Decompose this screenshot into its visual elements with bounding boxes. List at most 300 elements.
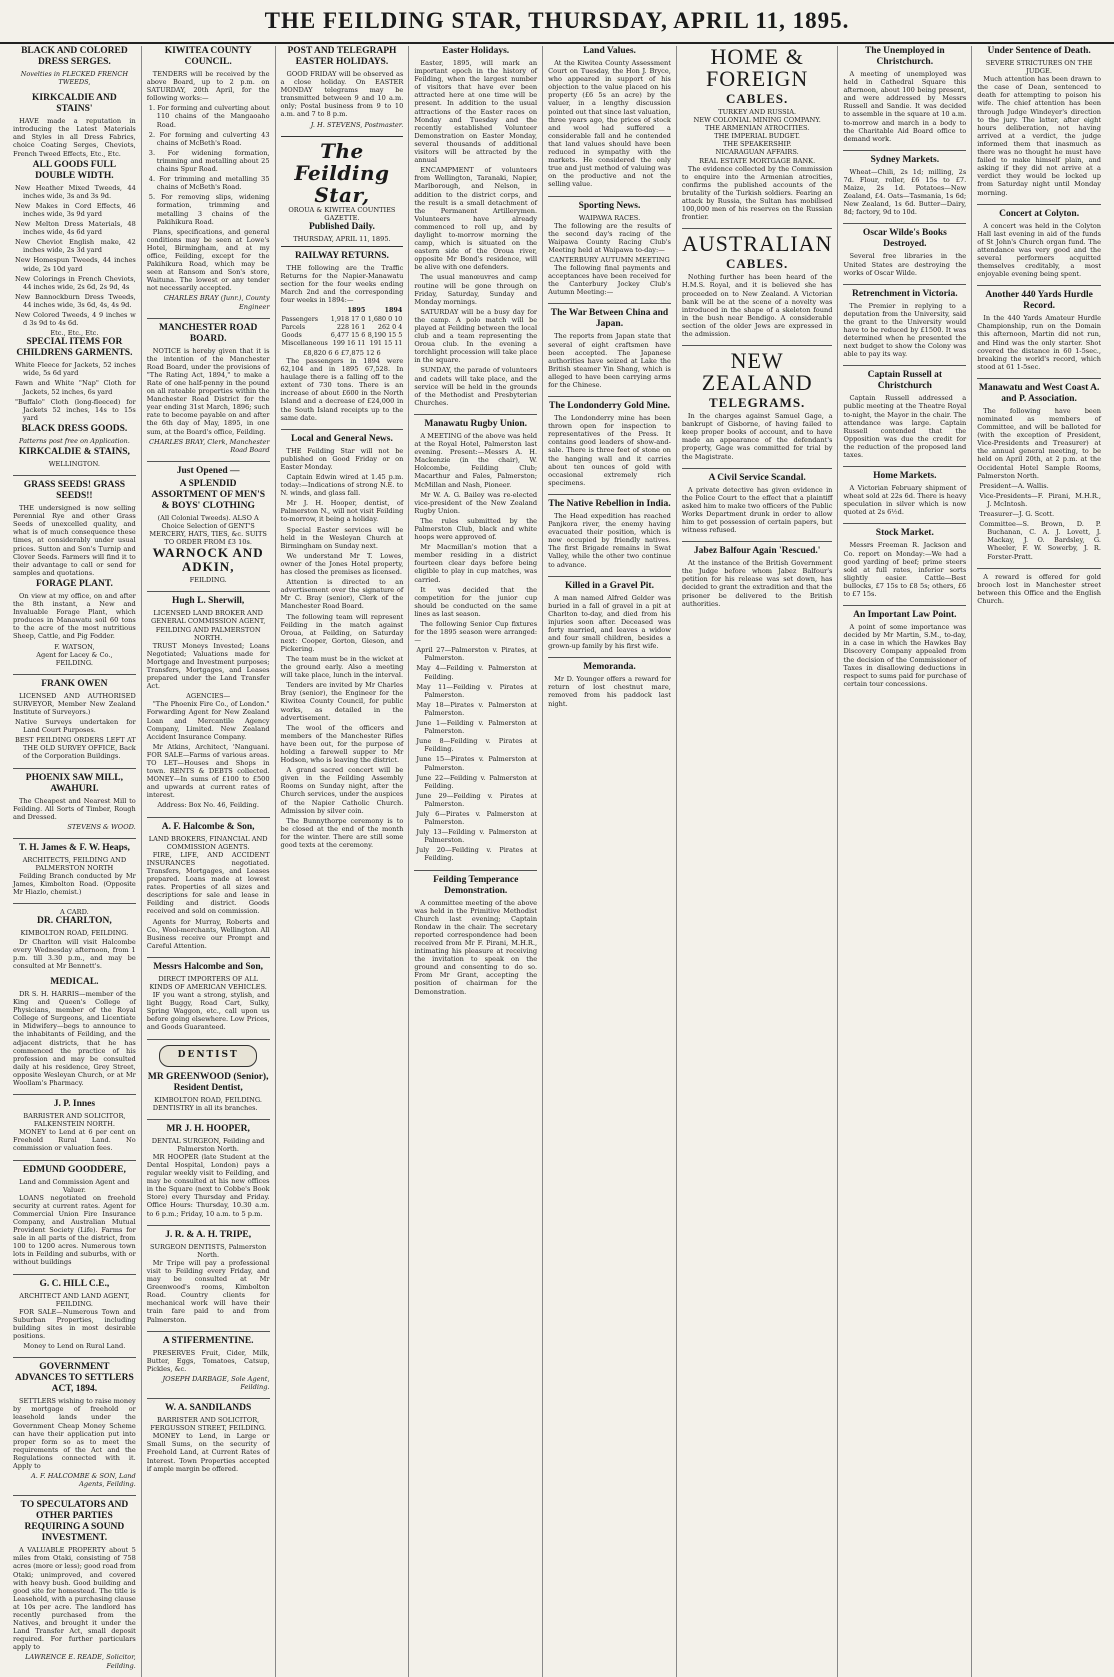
goods-line: New Homespun Tweeds, 44 inches wide, 2s 10d yard (15, 256, 136, 273)
atkins-body: Mr Atkins, Architect, 'Nanguani. FOR SALE—Farms of various areas. TO LET—Houses and Shops in town. RENTS & DEBTS collected. MONEY—In sums of £100 to £500 and upwards at current rates of interest. (146, 742, 270, 800)
fixture: May 11—Feilding v. Pirates at Palmerston. (416, 682, 538, 699)
law-body: A point of some importance was decided by Mr Martin, S.M., to-day, in a case in which the Hawkes Bay Discovery Company appealed from the decision of the Commissioner of Taxes in disallowing deductions in respect to sums paid for purchase of certain tour concessions. (843, 623, 967, 688)
sydney-body: Wheat—Chili, 2s 1d; milling, 2s 7d. Flour, roller, £6 15s to £7. Maize, 2s 1d. Potatoes—New Zealand, £4. Oats—Tasmania, 1s 6d; New Zealand, 1s 6d. Butter—Dairy, 8d; factory, 9d to 10d. (843, 167, 967, 217)
charlton-heading: DR. CHARLTON, (37, 916, 112, 927)
easter-para: The usual manœuvres and camp routine will be gone through on Friday, Saturday, Sunday and Monday mornings. (414, 273, 538, 306)
column-1 (8, 46, 142, 1677)
local-para: The Bunnythorpe ceremony is to be closed at the end of the month for the winter. There are still some good texts at the ceremony. (280, 816, 404, 850)
nz-heading: NEW ZEALAND (701, 348, 813, 396)
war-heading: The War Between China and Japan. (550, 308, 669, 330)
killed-heading: Killed in a Gravel Pit. (565, 580, 654, 591)
hurdle-heading: Another 440 Yards Hurdle Record. (985, 290, 1093, 312)
unemployed-article (843, 46, 966, 143)
column-2 (142, 46, 276, 1677)
local-para: Captain Edwin wired at 1.45 p.m. today:—Indications of strong N.E. to N. winds, and glass fall. (280, 473, 404, 498)
waipawa-heading: WAIPAWA RACES. (578, 213, 641, 222)
goods-line: New Heather Mixed Tweeds, 44 inches wide, 3s and 3s 9d. (15, 183, 136, 200)
manchester-sig: CHARLES BRAY, Clerk, Manchester Road Board (148, 437, 270, 454)
edmund-sub: Land and Commission Agent and Valuer. (19, 1177, 130, 1194)
sherwill-ad (147, 596, 270, 809)
canterbury-body: The following final payments and acceptances have been received for the Canterbury Jockey Club's Autumn Meeting:— (548, 264, 671, 297)
retrenchment-article (843, 289, 966, 359)
nz-body: In the charges against Samuel Gage, a bankrupt of Gisborne, of having failed to keep proper books of account, and to have made an appearance of the defendant's property, Gage was committed for trial by the Magistrate. (681, 412, 833, 461)
scandal-body: A private detective has given evidence in the Police Court to the effect that a plaintiff asked him to make two officers of the Public Works Department drunk in order to allow him to get possession of certain papers, but witness refused. (681, 485, 833, 535)
aus-sub: CABLES. (726, 256, 789, 272)
greenwood-heading: MR GREENWOOD (Senior), Resident Dentist, (147, 1071, 269, 1093)
hurdle-article (977, 290, 1101, 371)
james-sub: ARCHITECTS, FEILDING AND PALMERSTON NORTH (22, 855, 127, 872)
fixture: June 15—Pirates v. Palmerston at Palmerston. (416, 755, 538, 772)
war-body: The reports from Japan state that several of eight craftsmen have been accepted. The Japanese authorities have seized at Lake the British steamer Yin Shang, which is alleged to have been carrying arms for the Chinese. (548, 332, 671, 389)
column-4 (409, 46, 543, 1677)
spec-body: A VALUABLE PROPERTY about 5 miles from Otaki, consisting of 758 acres (more or less); good road from Otaki; unimproved, and covered with heavy bush. Good building and good site for homestead. The title is Leasehold, with a purchasing clause at 10s per acre. The landlord has recently purchased from the Natives, and brought it under the Land Transfer Act, small deposit required. For further particulars apply to (13, 1546, 136, 1652)
local-para: THE Feilding Star will not be published on Good Friday or on Easter Monday. (280, 446, 404, 471)
local-news (281, 434, 404, 849)
land-heading: Land Values. (583, 46, 636, 56)
reward-body: A reward is offered for gold brooch lost in Manchester street between this Office and the English Church. (977, 572, 1101, 605)
halcombe-heading: A. F. Halcombe & Son, (161, 821, 255, 832)
home-topic: TURKEY AND RUSSIA. (718, 108, 797, 116)
owen-ad (13, 679, 136, 761)
stock-market (843, 528, 966, 598)
james-body: Feilding Branch conducted by Mr James, Kimbolton Road. (Opposite Mr Hiazlo, chemist.) (13, 872, 136, 897)
goods-heading: ALL GOODS FULL DOUBLE WIDTH. (32, 159, 117, 181)
special-line: "Buffalo" Cloth (long-fleeced) for Jackets 52 inches, 14s to 15s yard (15, 397, 136, 422)
rail-total: £8,820 6 6 £7,875 12 6 (303, 348, 381, 357)
fixture: July 20—Feilding v. Pirates at Feilding. (416, 846, 538, 863)
fixtures-intro: The following Senior Cup fixtures for the 1895 season were arranged:— (414, 620, 538, 645)
hooper-body: MR HOOPER (late Student at the Dental Hospital, London) pays a regular weekly visit to Feilding, and may be consulted at his new offices in the Square (next to Cobbe's Book Store) every Thursday and Friday. Office Hours: Thursday, 10.30 a.m. to 6 p.m.; Friday, 10 a.m. to 5 p.m. (146, 1152, 270, 1218)
manwest-heading: Manawatu and West Coast A. and P. Association. (978, 382, 1100, 404)
homemkt-heading: Home Markets. (873, 471, 937, 482)
sherwill-body: TRUST Moneys Invested; Loans Negotiated; Valuations made for Mortgage and Investment purposes; Transfers, Mortgages, and Leases prepared under the Land Transfer Act. (146, 641, 270, 691)
gold-mine-article (548, 401, 671, 487)
paper-daily: Published Daily. (308, 221, 375, 232)
watson-place: FEILDING. (55, 658, 93, 667)
spec-heading: TO SPECULATORS AND OTHER PARTIES REQUIRING A SOUND INVESTMENT. (20, 1500, 129, 1544)
hill-sub: ARCHITECT AND LAND AGENT, FEILDING. (19, 1291, 130, 1308)
cell: Miscellaneous (281, 338, 328, 347)
home-topic: NICARAGUAN AFFAIRS. (715, 148, 799, 157)
agencies-heading: AGENCIES— (186, 692, 231, 701)
easter-para: SATURDAY will be a busy day for the camp. A polo match will be played at Feilding between the local club and a team representing the Oroua club. In the evening a torchlight procession will take place in the square. (414, 307, 538, 365)
cell: 1,680 0 10 (367, 314, 403, 323)
sentence-heading: Under Sentence of Death. (987, 46, 1091, 56)
manchester-body: NOTICE is hereby given that it is the intention of the Manchester Road Board, under the provisions of "The Rating Act, 1894," to make a Rate of one half-penny in the pound on all rateable properties within the Manchester Road District for the year ending 31st March, 1896; such rate to become payable on and after the 6th day of May, 1895, in one sum, at the Board's office, Feilding. (146, 346, 270, 436)
atkins-addr: Address: Box No. 46, Feilding. (157, 801, 259, 810)
post-sig: J. H. STEVENS, Postmaster. (310, 120, 404, 129)
memoranda (548, 662, 671, 707)
cell: 1,918 17 0 (330, 314, 366, 323)
council-item: 5. For removing slips, widening formation, trimming and metalling 3 chains of the Pakihikura Road. (148, 193, 270, 226)
oscar-article (843, 228, 966, 276)
manchester-heading: MANCHESTER ROAD BOARD. (158, 322, 258, 344)
railway-returns (281, 251, 404, 422)
sydney-heading: Sydney Markets. (870, 154, 940, 165)
goods-line: New Makes in Cord Effects, 46 inches wide, 3s 9d yard (15, 201, 136, 218)
rail-col-head: 1894 (384, 306, 403, 315)
manawatu-para: It was decided that the competition for the junior cup should be conducted on the same lines as last season. (414, 585, 538, 618)
sandilands-heading: W. A. SANDILANDS (165, 1403, 252, 1414)
cell: Passengers (281, 314, 319, 323)
kirkcaldie-sig: KIRKCALDIE & STAINS, (18, 447, 130, 457)
fixture: July 6—Pirates v. Palmerston at Palmerston. (416, 809, 538, 827)
table-row (281, 315, 404, 323)
dress-serges-heading: BLACK AND COLORED DRESS SERGES. (21, 46, 128, 67)
ferment-heading: A STIFERMENTINE. (162, 1335, 254, 1346)
speculators-ad (13, 1500, 136, 1669)
rebellion-article (548, 499, 671, 569)
home-sub: CABLES. (726, 91, 789, 106)
council-body: TENDERS will be received by the above Board, up to 2 p.m. on SATURDAY, 20th April, for the following works:— (146, 70, 270, 103)
home-topic: THE IMPERIAL BUDGET. (714, 132, 801, 141)
rebel-body: The Head expedition has reached Panjkora river, the enemy having evacuated their position, which is now occupied by friendly natives. The first Brigade remains in Swat Valley, while the other two continue to advance. (548, 511, 671, 569)
hurdle-body: In the 440 Yards Amateur Hurdle Championship, run on the Domain this afternoon, Martin did not run, and Hind was the only starter. Shot covered the distance in 60 1-5sec., breaking the world's record, which stood at 61 1-5sec. (977, 314, 1101, 371)
opened-heading: Just Opened — (176, 465, 240, 476)
column-5 (543, 46, 677, 1677)
special-heading: SPECIAL ITEMS FOR CHILDRENS GARMENTS. (16, 337, 133, 359)
table-row (281, 323, 404, 331)
kirkcaldie-heading: KIRKCALDIE AND STAINS' (32, 93, 117, 115)
greenwood-sub: KIMBOLTON ROAD, FEILDING. (154, 1095, 262, 1104)
james-heading: T. H. James & F. W. Heaps, (18, 842, 130, 853)
cell: 191 15 11 (369, 338, 403, 347)
spec-sig: LAWRENCE E. READE, Solicitor, Feilding. (25, 1653, 136, 1670)
tripe-heading: J. R. & A. H. TRIPE, (165, 1229, 252, 1240)
law-heading: An Important Law Point. (853, 610, 957, 621)
fixture: May 18—Pirates v. Palmerston at Palmerston. (416, 700, 538, 717)
nz-sub: TELEGRAMS. (708, 395, 806, 411)
fixture: June 29—Feilding v. Pirates at Palmerston. (416, 791, 538, 808)
cell: Parcels (281, 322, 306, 331)
memo-body: Mr D. Younger offers a reward for return of lost chestnut mare, removed from his paddock last night. (548, 675, 671, 708)
halcombe-ad (147, 822, 270, 950)
phoenix-ad (13, 773, 136, 831)
jabez-article (682, 546, 833, 608)
watson-role: Agent for Lacey & Co., (36, 650, 113, 659)
oscar-body: Several free libraries in the United States are destroying the works of Oscar Wilde. (843, 252, 967, 277)
jabez-body: At the instance of the British Government the Judge before whom Jabez Balfour's petition for his release was set down, has decided to grant the extradition and that the prisoner be delivered to the British authorities. (681, 559, 833, 608)
home-topic: THE SPEAKERSHIP. (722, 140, 792, 149)
war-article (548, 308, 671, 389)
fixture: June 1—Feilding v. Palmerston at Palmerston. (416, 719, 538, 736)
oscar-heading: Oscar Wilde's Books Destroyed. (862, 228, 947, 250)
land-values-article (548, 46, 671, 189)
local-para: Mr J. H. Hooper, dentist, of Palmerston N., will not visit Feilding to-morrow, it being a holiday. (280, 499, 404, 524)
goods-line: New Melton Dress Materials, 48 inches wide, 4s 6d yard (15, 220, 136, 237)
gov-advances-ad (13, 1362, 136, 1488)
home-body: The evidence collected by the Commission to enquire into the Armenian atrocities, confirms the published accounts of the brutality of the Turkish soldiers. Fearing an attack by Russia, the Sultan has mobilised 100,000 men of his reserves on the Russian frontier. (681, 164, 833, 222)
manwest-item: Vice-Presidents—F. Pirani, M.H.R., J. McIntosh. (979, 491, 1101, 508)
killed-body: A man named Alfred Gelder was buried in a fall of gravel in a pit at Charlton to-day, and died from his injuries soon after. Deceased was forty married, and leaves a widow and four small children, besides a grown-up family by his first wife. (548, 593, 671, 651)
edmund-body: LOANS negotiated on freehold security at current rates. Agent for Commercial Union Fire Insurance Company, and Australian Mutual Provident Society (Life). Farms for sale in all parts of the district, from 100 to 1200 acres. Numerous town lots in Feilding and suburbs, with or without buildings (13, 1193, 136, 1267)
goods-line: Etc., Etc., Etc. (50, 329, 99, 338)
fixture: April 27—Palmerston v. Pirates, at Palmerston. (416, 646, 538, 663)
council-item: 1. For forming and culverting about 110 chains of the Mangaoaho Road. (148, 104, 270, 129)
aus-body: Nothing further has been heard of the H.M.S. Royal, and it is believed she has proceeded on to New Zealand. A Victorian bank will be at the scene of a novelty was introduced in the shape of a skeleton found in the bush near Bendigo. A considerable section of the older Jews are expressed in the admission. (681, 273, 833, 338)
rugby-article (414, 419, 537, 863)
home-topic: REAL ESTATE MORTGAGE BANK. (699, 156, 816, 165)
russell-article (843, 370, 966, 459)
hill-foot: Money to Lend on Rural Land. (23, 1342, 126, 1351)
manwest-item: Treasurer—J. G. Scott. (979, 510, 1055, 519)
innes-sub: BARRISTER AND SOLICITOR, FALKENSTEIN NORTH. (23, 1112, 126, 1129)
hooper-heading: MR J. H. HOOPER, (166, 1123, 250, 1134)
halcombe2-body: IF you want a strong, stylish, and light Buggy, Road Cart, Sulky, Spring Waggon, etc., call upon us before going elsewhere. Low Prices, and Goods Guaranteed. (146, 991, 270, 1032)
sandilands-sub: BARRISTER AND SOLICITOR, FERGUSSON STREET, FEILDING. (150, 1416, 266, 1433)
kirkcaldie-body: HAVE made a reputation in introducing the Latest Materials and Styles in all Dress Fabrics, choice Coating Serges, Cheviots, French Tweed Effects, Etc., Etc. (13, 117, 136, 158)
cell: 6,477 15 6 (330, 330, 366, 339)
local-para: Tenders are invited by Mr Charles Bray (senior), the Engineer for the Kiwitea County Council, for public works, as detailed in the advertisement. (280, 681, 404, 722)
greenwood-body: DENTISTRY in all its branches. (152, 1103, 258, 1112)
local-para: The team must be in the wicket at the ground early. Also a meeting will take place, lunch in the interval. (280, 654, 404, 680)
paper-sub: OROUA & KIWITEA COUNTIES GAZETTE. (288, 205, 396, 222)
masthead-title: THE FEILDING STAR, THURSDAY, APRIL 11, 1895. (264, 8, 850, 33)
post-telegraph-notice (281, 46, 404, 129)
goods-line: New Colored Tweeds, 4 9 inches w d 3s 9d to 4s 6d. (15, 310, 136, 328)
easter-article (414, 46, 537, 407)
rail-body2: The passengers in 1894 were 62,104 and in 1895 67,528. In haulage there is a falling off to the extent of 730 tons. There is an increase of about £600 in the North Island and a decrease of £24,000 in the South Island receipts up to the same date. (280, 356, 404, 422)
special-line: White Fleece for Jackets, 52 inches wide, 5s 6d yard (15, 361, 136, 378)
paper-nameplate (281, 136, 404, 247)
local-para: Special Easter services will be held in the Wesleyan Church at Birmingham on Sunday next. (280, 525, 404, 550)
sherwill-sub: LICENSED LAND BROKER AND GENERAL COMMISSION AGENT, FEILDING AND PALMERSTON NORTH. (150, 609, 266, 642)
charlton-body: Dr Charlton will visit Halcombe every Wednesday afternoon, from 1 p.m. till 3.30 p.m., and may be consulted at Mr Bennett's. (13, 937, 136, 970)
halcombe-sub: LAND BROKERS, FINANCIAL AND COMMISSION AGENTS. (148, 834, 268, 851)
gold-heading: The Londonderry Gold Mine. (549, 401, 670, 412)
owen-heading: FRANK OWEN (41, 678, 108, 689)
colyton-body: A concert was held in the Colyton Hall last evening in aid of the funds of St John's Church organ fund. The attendance was very good and the several performers acquitted themselves creditably, a most enjoyable evening being spent. (977, 221, 1101, 279)
innes-ad (13, 1099, 136, 1152)
post-heading: POST AND TELEGRAPH EASTER HOLIDAYS. (287, 46, 397, 67)
halcombe-body: FIRE, LIFE, AND ACCIDENT INSURANCES negotiated. Transfers, Mortgages, and Leases prepared. Loans made at lowest rates. Properties of all sizes and descriptions for sale and lease in Feilding and district. Goods received and sold on commission. (146, 850, 270, 916)
column-7 (838, 46, 972, 1677)
gold-body: The Londonderry mine has been thrown open for inspection to representatives of the Press. It contains good leaders of show-and-sale. There is three feet of stone on the hanging wall and it carries about ten ounces of gold with occasional extremely rich specimens. (548, 414, 671, 487)
phoenix-body: The Cheapest and Nearest Mill to Feilding. All Sorts of Timber, Rough and Dressed. (13, 796, 136, 821)
cell: 228 16 1 (336, 322, 366, 331)
special-line: BLACK DRESS GOODS. (21, 423, 128, 434)
medical-ad (13, 977, 136, 1087)
clothing-ad (147, 466, 270, 584)
fixture: May 4—Feilding v. Palmerston at Feilding. (416, 664, 538, 681)
civil-service-article (682, 473, 833, 535)
sydney-markets (843, 155, 966, 217)
column-3 (276, 46, 410, 1677)
manwest-item: Committee—S. Brown, D. P. Buchanan, C. A. J. Lovett, J. Mackay, J. O. Bardsley, G. Wheeler, F. W. Sowerby, J. R. Forster-Pratt. (979, 520, 1101, 561)
colyton-article (977, 209, 1101, 279)
council-item: 2. For forming and culverting 43 chains of McBeth's Road. (148, 130, 270, 147)
hooper-ad (147, 1124, 270, 1218)
manawatu-para: Mr W. A. G. Bailey was re-elected vice-president of the New Zealand Rugby Union. (414, 490, 538, 515)
reward-notice (977, 573, 1101, 605)
sentence-sub: SEVERE STRICTURES ON THE JUDGE. (985, 59, 1093, 76)
sandilands-ad (147, 1403, 270, 1473)
land-body: At the Kiwitea County Assessment Court on Tuesday, the Hon J. Bryce, who appeared in support of his objection to the value placed on his property (£6 5s an acre) by the valuer, in a lengthy discussion pointed out that since last valuation, three years ago, the prices of stock and wool had suffered a considerable fall and he contended that land values should have been reduced in sympathy with the markets. He considered the only true and just method of valuing was on the productive and not the selling value. (548, 59, 671, 189)
patterns-note: Patterns post free on Application. (18, 436, 130, 445)
council-item: 3. For widening formation, trimming and metalling about 25 chains Spur Road. (148, 148, 270, 174)
james-ad (13, 843, 136, 896)
column-8 (972, 46, 1106, 1677)
ap-association-article (977, 383, 1101, 561)
manawatu-para: Mr Macmillan's motion that a member residing in a district fourteen clear days before being eligible to play in cup matches, was carried. (414, 543, 538, 584)
canterbury-heading: CANTERBURY AUTUMN MEETING (549, 255, 670, 264)
sandilands-body: MONEY to Lend, in Large or Small Sums, on the security of Freehold Land, at Current Rates of Interest. Town Properties accepted if ample margin be offered. (146, 1432, 270, 1473)
greenwood-ad (147, 1045, 270, 1112)
phoenix-heading: PHOENIX SAW MILL, AWAHURI. (25, 772, 123, 794)
halcombe-vehicles-ad (147, 962, 270, 1032)
colyton-heading: Concert at Colyton. (999, 208, 1080, 219)
home-heading: HOME & FOREIGN (705, 44, 809, 91)
watson-name: F. WATSON, (54, 642, 95, 651)
paper-date: THURSDAY, APRIL 11, 1895. (293, 234, 391, 243)
cell: Goods (281, 330, 302, 339)
temp-body: A committee meeting of the above was held in the Primitive Methodist Church last evening; Captain Rondaw in the chair. The secretary reported correspondence had been received from Mr F. Pirani, M.H.R., intimating his pleasure at receiving the invitation to speak on the ground and consenting to do so. From Mr Grant, accepting the position of chairman for the Demonstration. (414, 898, 538, 996)
jabez-heading: Jabez Balfour Again 'Rescued.' (693, 546, 821, 557)
dress-serges-ad (13, 46, 136, 86)
fermentine-ad (147, 1336, 270, 1391)
fixture: June 8—Feilding v. Pirates at Feilding. (416, 737, 538, 754)
gov-sig: A. F. HALCOMBE & SON, Land Agents, Feilding. (31, 1472, 136, 1489)
homemkt-body: A Victorian February shipment of wheat sold at 22s 6d. There is heavy speculation in silver which is now quoted at 2s 6½d. (843, 484, 967, 517)
halcombe-agents: Agents for Murray, Roberts and Co., Wool-merchants, Wellington. All Business receive our Prompt and Careful Attention. (146, 917, 270, 950)
rail-table (281, 306, 404, 346)
halcombe2-sub: DIRECT IMPORTERS OF ALL KINDS OF AMERICAN VEHICLES. (149, 974, 267, 991)
owen-body: LICENSED AND AUTHORISED SURVEYOR, Member New Zealand Institute of Surveyors.) (13, 691, 136, 716)
forage-heading: FORAGE PLANT. (35, 578, 113, 589)
goods-line: New Bannockburn Dress Tweeds, 44 inches wide, 3s 6d, 4s, 4s 9d. (15, 292, 136, 309)
grass-body: THE undersigned is now selling Perennial Rye and other Grass Seeds of unexcelled quality, and what is of much consequence these times, at considerably under usual prices. Sutton and Son's Turnip and Clover Seeds. Farmers will find it to their advantage to call or send for samples and quotations. (13, 504, 136, 577)
rail-heading: RAILWAY RETURNS. (294, 250, 389, 261)
unemp-body: A meeting of unemployed was held in Cathedral Square this afternoon, about 100 being present, and were addressed by Messrs Russell and Sandie. It was decided to assemble in the square at 10 a.m. to-morrow and march in a body to the Charitable Aid Board office to demand work. (843, 70, 967, 143)
ferment-sig: JOSEPH DARBAGE, Sole Agent, Feilding. (162, 1374, 270, 1391)
manwest-body: The following have been nominated as members of Committee, and will be balloted for (with the exception of President, Vice-Presidents and Treasurer) at the annual general meeting, to be held on April 20th, at 2 p.m. at the Occidental Hotel Sample Rooms, Palmerston North. (977, 406, 1101, 480)
council-sig: CHARLES BRAY (Junr.), County Engineer (163, 294, 270, 311)
hill-ad (13, 1279, 136, 1351)
home-foreign-cables (682, 46, 833, 221)
table-row (281, 331, 404, 339)
local-para: The wool of the officers and members of the Manchester Rifles have been out, for the purpose of holding a farewell supper to Mr Hodson, who is leaving the district. (280, 723, 404, 765)
fixture: July 13—Feilding v. Palmerston at Palmerston. (416, 828, 538, 845)
edmund-ad (13, 1165, 136, 1267)
medical-heading: MEDICAL. (50, 976, 99, 987)
sentence-body: Much attention has been drawn to the case of Dean, sentenced to death for attempting to poison his wife. The chief attention has been through Judge Windeyer's direction to the jury. The latter, after eight hours deliberation, not having arrived at a verdict, the judge informed them that inasmuch as there was no thought he must have failed to make himself plain, and asking if they did not arrive at a verdict they would be locked up from Saturday night until Monday morning. (977, 75, 1101, 197)
stock-body: Messrs Freeman R. Jackson and Co. report on Monday:—We had a good yarding of beef; prime steers sold at full rates, inferior sorts slightly easier. Cattle—Best bullocks, £7 15s to £8 5s; others, £6 to £7 15s. (843, 541, 967, 599)
tripe-body: Mr Tripe will pay a professional visit to Feilding every Friday, and may be consulted at Mr Greenwood's rooms, Kimbolton Road. Country clients for mechanical work will have their train fare paid to and from Palmerston. (146, 1258, 270, 1324)
cell: 8,190 15 5 (367, 330, 403, 339)
rail-body: THE following are the Traffic Returns for the Napier-Manawatu section for the four weeks ending March 2nd and the corresponding four weeks in 1894:— (280, 263, 404, 305)
home-topic: THE ARMENIAN ATROCITIES. (704, 124, 810, 133)
temp-heading: Feilding Temperance Demonstration. (433, 874, 519, 896)
halcombe2-heading: Messrs Halcombe and Son, (153, 961, 264, 972)
phoenix-sig: STEVENS & WOOD. (67, 822, 136, 831)
law-point-article (843, 610, 966, 688)
easter-para: Easter, 1895, will mark an important epoch in the history of Feilding, when the largest number of visitors that have ever been attracted here at one time will be present. In addition to the usual attractions of the Easter races on Monday and Tuesday and the recently established Volunteer Demonstration on Easter Monday, several thousands of additional visitors will be attracted by the annual (414, 59, 538, 165)
stock-heading: Stock Market. (875, 528, 934, 539)
edmund-heading: EDMUND GOODDERE, (22, 1164, 126, 1175)
tripe-ad (147, 1230, 270, 1324)
dentist-logo: DENTIST (159, 1045, 257, 1067)
home-topic: NEW COLONIAL MINING COMPANY. (693, 116, 821, 125)
nz-telegrams (682, 350, 833, 461)
manawatu-para: A MEETING of the above was held at the Royal Hotel, Palmerston last evening. Present:—Messrs A. H. Mackenzie (in the chair), W. Holcombe, Feilding Club; Macarthur and Fales, Palmerston; McMillan and Nash, Pioneer. (414, 431, 538, 489)
sherwill-heading: Hugh L. Sherwill, (171, 596, 245, 607)
retrench-body: The Premier in replying to a deputation from the University, said the grant to the University would have to be reduced by £1500. It was determined when he presented the next budget to show the Colony was able to pay its way. (843, 301, 967, 359)
manchester-ad (147, 323, 270, 454)
grass-heading: GRASS SEEDS! GRASS SEEDS!! (23, 480, 126, 502)
waipawa-body: The following are the results of the second day's racing of the Waipawa County Racing Club's Meeting held at Waipawa to-day:— (548, 221, 671, 254)
column-6 (677, 46, 839, 1677)
hooper-sub: DENTAL SURGEON, Feilding and Palmerston North. (151, 1136, 265, 1153)
scandal-heading: A Civil Service Scandal. (708, 472, 806, 483)
manwest-item: President—A. Wallis. (979, 481, 1049, 490)
warnock-heading: WARNOCK AND ADKIN, (152, 545, 264, 575)
council-body2: Plans, specifications, and general conditions may be seen at Lowe's Hotel, Birmingham, and at my office, Feilding, except for the Pakihikura Road, which may be seen at Ransom and Son's store, Waituna. The lowest or any tender not necessarily accepted. (146, 227, 270, 293)
dress-serges-sub: Novelties in FLECKED FRENCH TWEEDS, (20, 70, 129, 87)
easter-para: SUNDAY, the parade of volunteers and cadets will take place, and the service will be held in the grounds of the Methodist and Presbyterian Churches. (414, 366, 538, 407)
temperance-article (414, 875, 537, 996)
local-para: The following team will represent Feilding in the match against Oroua, at Feilding, on Saturday next: Cooper, Gorton, Gieson, and Pickering. (280, 612, 404, 653)
death-sentence-article (977, 46, 1101, 197)
charlton-ad (13, 908, 136, 970)
owen-line: Native Surveys undertaken for Land Court Purposes. (15, 718, 136, 735)
cell: 262 0 4 (377, 322, 403, 331)
special-line: Fawn and White "Nap" Cloth for Jackets, 52 inches, 6s yard (15, 379, 136, 396)
manawatu-heading: Manawatu Rugby Union. (424, 418, 528, 429)
charlton-sub: KIMBOLTON ROAD, FEILDING. (20, 929, 129, 938)
columns (8, 44, 1106, 1670)
local-para: Attention is directed to an advertisement over the signature of Mr C. Bray (senior), Clerk of the Manchester Road Board. (280, 578, 404, 611)
australian-cables (682, 233, 833, 338)
fixture: June 22—Feilding v. Palmerston at Feilding. (416, 773, 538, 790)
manawatu-para: The rules submitted by the Palmerston Club, black and white hoops were approved of. (414, 516, 538, 542)
innes-heading: J. P. Innes (53, 1099, 96, 1110)
sporting-heading: Sporting News. (578, 200, 641, 211)
goods-line: New Colorings in French Cheviots, 44 inches wide, 2s 6d, 2s 9d, 4s (15, 274, 136, 291)
forage-body: On view at my office, on and after the 8th instant, a New and Invaluable Forage Plant, which produces in Manawatu soil 60 tons to the acre of the most nutritious Sheep, Cattle, and Pig Fodder. (13, 591, 136, 641)
council-item: 4. For trimming and metalling 35 chains of McBeth's Road. (148, 175, 270, 192)
sporting-article (548, 201, 671, 297)
opened-body: (All Colonial Tweeds). ALSO A Choice Selection of GENT'S MERCERY, HATS, TIES, &c. SUITS TO ORDER FROM £3 10s. (149, 513, 267, 547)
memo-heading: Memoranda. (583, 662, 636, 673)
goods-line: New Cheviot English make, 42 inches wide, 2s 3d yard (15, 238, 136, 255)
rail-col-head: 1895 (347, 306, 366, 315)
opened-sub: A SPLENDID ASSORTMENT OF MEN'S & BOYS' CLOTHING (151, 478, 265, 511)
innes-body: MONEY to Lend at 6 per cent on Freehold Rural Land. No commission or valuation fees. (13, 1128, 136, 1153)
warnock-sub: FEILDING. (189, 576, 227, 585)
russell-heading: Captain Russell at Christchurch (867, 370, 943, 392)
local-heading: Local and General News. (291, 433, 393, 444)
masthead (0, 0, 1114, 44)
home-markets (843, 471, 966, 516)
gov-body: SETTLERS wishing to raise money by mortgage of freehold or leasehold lands under the Government Cheap Money Scheme can have their application put into proper form so as to meet the requirements of the Act and the Regulations connected with it. Apply to (13, 1397, 136, 1470)
russell-body: Captain Russell addressed a public meeting at the Theatre Royal to-night, the Mayor in the chair. The attendance was large. Captain Russell contended that the Opposition was due the credit for the reduction of the proposed land taxes. (843, 394, 967, 459)
charlton-card: A CARD. (59, 908, 89, 917)
agencies-body: "The Phoenix Fire Co., of London." Forwarding Agent for New Zealand Loan and Mercantile Agency Company, Limited. New Zealand Accident Insurance Company. (146, 700, 270, 741)
local-para: We understand Mr T. Lowes, owner of the Jones Hotel property, has closed the premises as licensed. (280, 551, 404, 577)
council-ad (147, 46, 270, 311)
cell: 199 16 11 (332, 338, 366, 347)
post-body: GOOD FRIDAY will be observed as a close holiday. On EASTER MONDAY telegrams may be transmitted between 9 and 10 a.m. only; Postal business from 9 to 10 a.m. and 7 to 8 p.m. (280, 70, 404, 119)
easter-heading: Easter Holidays. (442, 46, 510, 56)
kirkcaldie-ad (13, 93, 136, 468)
easter-para: ENCAMPMENT of volunteers from Wellington, Taranaki, Napier, Marlborough, and Nelson, in addition to the district corps, and the result is a small detachment of the Permanent Artillerymen. Volunteers have already commenced to roll up, and by daylight to-morrow morning the camp, which is situated on the eastern side of the Oroua river, opposite Mr Bond's residence, will be alive with one defenders. (414, 166, 538, 272)
gov-heading: GOVERNMENT ADVANCES TO SETTLERS ACT, 1894. (14, 1362, 134, 1395)
gravel-pit-article (548, 581, 671, 651)
owen-line: BEST FEILDING ORDERS LEFT AT THE OLD SURVEY OFFICE, Back of the Corporation Buildings. (15, 736, 136, 761)
table-row (281, 339, 404, 347)
council-heading: KIWITEA COUNTY COUNCIL. (164, 46, 252, 67)
local-para: A grand sacred concert will be given in the Feilding Assembly Rooms on Sunday night, after the Church services, under the auspices of the Napier Catholic Church. Admission by silver coin. (280, 766, 404, 815)
